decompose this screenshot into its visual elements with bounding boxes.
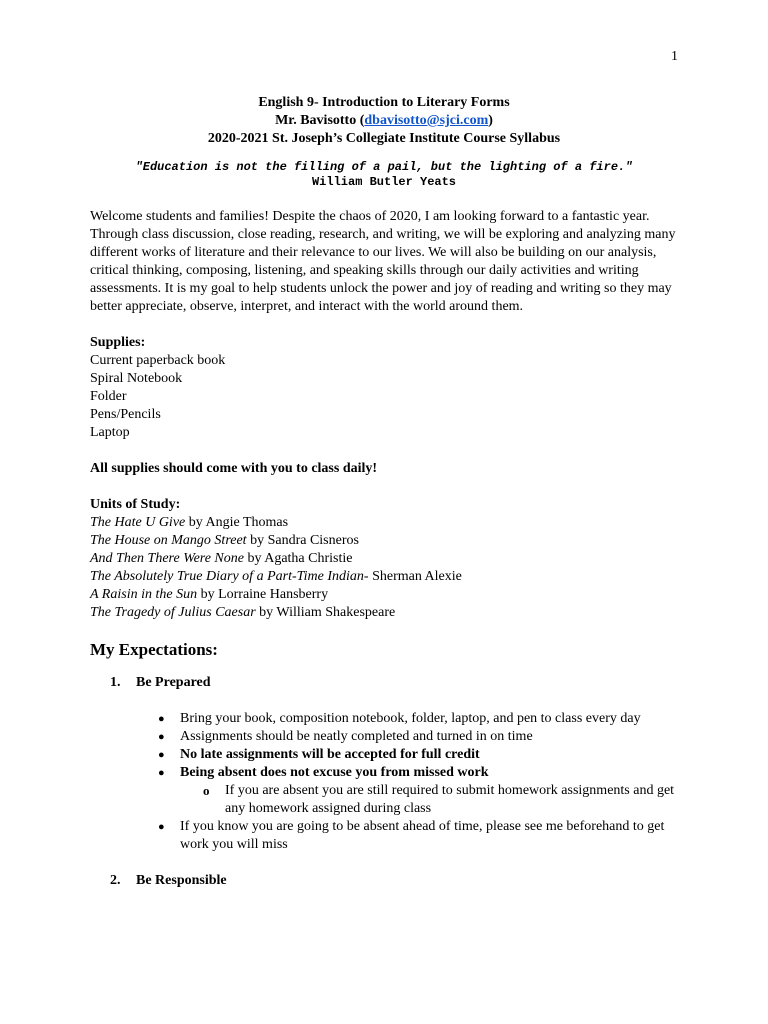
quote-text: "Education is not the filling of a pail, but the lighting of a fire.": [135, 160, 633, 174]
syllabus-title: 2020-2021 St. Joseph’s Collegiate Institute Course Syllabus: [207, 131, 561, 146]
bullet-marker: ●: [158, 713, 165, 725]
bullet-text: If you know you are going to be absent ahead of time, please see me beforehand to get work you will miss: [180, 819, 665, 852]
course-title: English 9- Introduction to Literary Forms: [258, 95, 510, 110]
unit-item: [90, 586, 684, 604]
sub-bullet-marker: o: [203, 783, 210, 798]
bullet-text: Assignments should be neatly completed and turned in on time: [180, 729, 533, 744]
bullet-text: No late assignments will be accepted for full credit: [180, 747, 480, 762]
bullet-marker: ●: [158, 767, 165, 779]
teacher-suffix: ): [488, 113, 493, 128]
unit-title: The Absolutely True Diary of a Part-Time Indian: [90, 569, 364, 584]
bullet-text: Bring your book, composition notebook, folder, laptop, and pen to class every day: [180, 711, 641, 726]
bullet-item: [90, 710, 684, 728]
expectation-heading: [90, 872, 684, 890]
supply-item: Pens/Pencils: [90, 407, 161, 422]
bullet-item: [90, 818, 684, 854]
expectation-title: Be Responsible: [136, 873, 227, 888]
unit-title: The House on Mango Street: [90, 533, 247, 548]
syllabus-body: [90, 208, 684, 890]
bullet-marker: ●: [158, 821, 165, 833]
supply-item: Folder: [90, 389, 127, 404]
epigraph: [0, 160, 768, 190]
supply-item: Laptop: [90, 425, 130, 440]
bullet-marker: ●: [158, 731, 165, 743]
units-section: [90, 496, 684, 622]
bullet-text: Being absent does not excuse you from missed work: [180, 765, 489, 780]
teacher-line: [0, 112, 768, 130]
expectation-bullets: [90, 710, 684, 854]
unit-item: [90, 604, 684, 622]
unit-item: [90, 568, 684, 586]
welcome-paragraph: Welcome students and families! Despite the chaos of 2020, I am looking forward to a fantastic year. Through class discussion, close reading, research, and writing, we will be exploring and analyzing many different works of literature and their relevance to our lives. We will also be building on our analysis, critical thinking, composing, listening, and speaking skills through our daily activities and writing assessments. It is my goal to help students unlock the power and joy of reading and writing so they may better appreciate, observe, interpret, and interact with the world around them.: [90, 209, 676, 314]
unit-title: The Hate U Give: [90, 515, 186, 530]
supply-item: Spiral Notebook: [90, 371, 183, 386]
expectations-heading: My Expectations:: [90, 640, 218, 659]
unit-title: And Then There Were None: [90, 551, 244, 566]
unit-item: [90, 550, 684, 568]
expectation-heading: [90, 674, 684, 692]
bullet-item: [90, 764, 684, 782]
unit-title: A Raisin in the Sun: [90, 587, 198, 602]
supplies-label: Supplies:: [90, 335, 146, 350]
expectation-number: 1.: [110, 675, 121, 690]
unit-author: by William Shakespeare: [255, 605, 396, 620]
units-label: Units of Study:: [90, 497, 181, 512]
expectation-number: 2.: [110, 873, 121, 888]
unit-title: The Tragedy of Julius Caesar: [90, 605, 256, 620]
unit-author: by Sandra Cisneros: [246, 533, 359, 548]
expectation-title: Be Prepared: [136, 675, 211, 690]
unit-item: [90, 514, 684, 532]
unit-author: by Angie Thomas: [185, 515, 289, 530]
supplies-section: [90, 334, 684, 442]
quote-author: William Butler Yeats: [311, 175, 457, 189]
unit-author: by Agatha Christie: [243, 551, 353, 566]
page-number: 1: [671, 49, 678, 64]
sub-bullet-item: [90, 782, 684, 818]
teacher-name: Mr. Bavisotto (: [275, 113, 365, 128]
teacher-email-link[interactable]: dbavisotto@sjci.com: [364, 113, 489, 128]
syllabus-header: [0, 94, 768, 148]
bullet-item: [90, 728, 684, 746]
unit-item: [90, 532, 684, 550]
unit-author: - Sherman Alexie: [363, 569, 462, 584]
bullet-item: [90, 746, 684, 764]
bullet-marker: ●: [158, 749, 165, 761]
supply-item: Current paperback book: [90, 353, 226, 368]
sub-bullet-text: If you are absent you are still required to submit homework assignments and get any homework assigned during class: [225, 783, 675, 816]
unit-author: by Lorraine Hansberry: [197, 587, 329, 602]
supplies-note: All supplies should come with you to class daily!: [90, 461, 378, 476]
